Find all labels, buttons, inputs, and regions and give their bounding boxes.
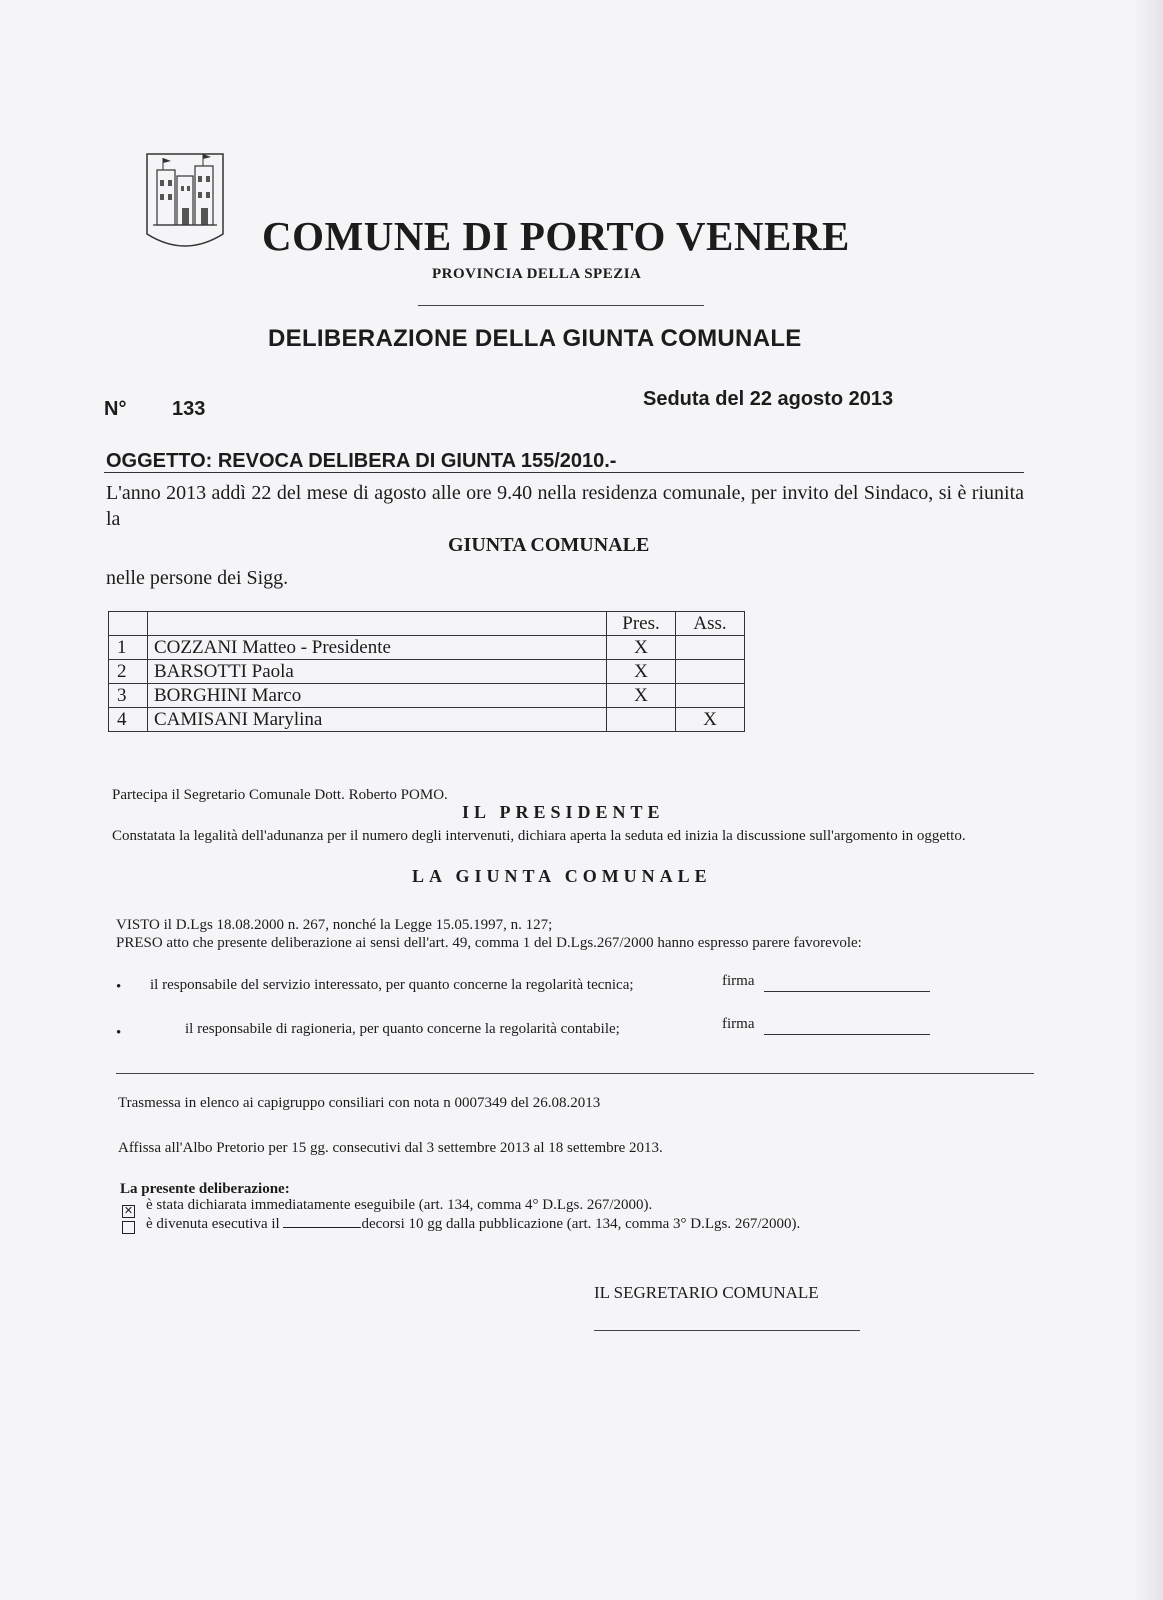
attendance-table (108, 611, 745, 732)
secretary-signature-label: IL SEGRETARIO COMUNALE (594, 1283, 819, 1302)
header-divider (418, 305, 704, 306)
section-divider (116, 1073, 1034, 1074)
secretary-participation: Partecipa il Segretario Comunale Dott. Roberto POMO. (112, 787, 448, 803)
table-row (109, 708, 745, 732)
header-ass: Ass. (676, 612, 745, 636)
signature-line (764, 991, 930, 992)
parere-contabile: il responsabile di ragioneria, per quanto concerne la regolarità contabile; (185, 1021, 620, 1037)
table-row (109, 636, 745, 660)
municipality-title: COMUNE DI PORTO VENERE (262, 213, 850, 259)
la-giunta-heading: LA GIUNTA COMUNALE (412, 866, 712, 886)
checkbox-checked-icon: ✕ (123, 1204, 134, 1217)
date-blank (283, 1227, 361, 1228)
giunta-heading: GIUNTA COMUNALE (448, 534, 650, 556)
option-text-after: decorsi 10 gg dalla pubblicazione (art. 134, comma 3° D.Lgs. 267/2000). (361, 1216, 801, 1232)
member-name: COZZANI Matteo - Presidente (148, 636, 607, 660)
bullet-icon: • (116, 979, 122, 995)
constatata-paragraph: Constatata la legalità dell'adunanza per il numero degli intervenuti, dichiara aperta la seduta ed inizia la discussione sull'argomento in oggetto. (112, 828, 966, 844)
header-pres: Pres. (607, 612, 676, 636)
deliberation-number: 133 (172, 398, 206, 420)
member-present: X (607, 660, 676, 684)
member-number: 4 (109, 708, 148, 732)
president-heading: IL PRESIDENTE (462, 802, 665, 822)
member-present: X (607, 636, 676, 660)
session-date: Seduta del 22 agosto 2013 (643, 388, 894, 410)
signature-line (764, 1034, 930, 1035)
affissa-line: Affissa all'Albo Pretorio per 15 gg. consecutivi dal 3 settembre 2013 al 18 settembre 2013. (118, 1140, 663, 1156)
parere-tecnico: il responsabile del servizio interessato, per quanto concerne la regolarità tecnica; (150, 977, 634, 993)
checkbox-empty-icon (122, 1221, 135, 1239)
bullet-icon: • (116, 1025, 122, 1041)
preso-line: PRESO atto che presente deliberazione ai sensi dell'art. 49, comma 1 del D.Lgs.267/2000 hanno espresso parere favorevole: (116, 935, 862, 951)
firma-label: firma (722, 1016, 755, 1032)
member-number: 3 (109, 684, 148, 708)
province-subtitle: PROVINCIA DELLA SPEZIA (432, 266, 642, 282)
member-absent (676, 660, 745, 684)
table-row (109, 660, 745, 684)
document-type-title: DELIBERAZIONE DELLA GIUNTA COMUNALE (268, 325, 802, 352)
member-number: 2 (109, 660, 148, 684)
member-absent: X (676, 708, 745, 732)
firma-label: firma (722, 973, 755, 989)
intro-paragraph: L'anno 2013 addì 22 del mese di agosto alle ore 9.40 nella residenza comunale, per invito del Sindaco, si è riunita la (106, 482, 1024, 530)
header-cell-empty (109, 612, 148, 636)
secretary-signature-line (594, 1330, 860, 1331)
member-present (607, 708, 676, 732)
option-became-executive (146, 1216, 800, 1233)
member-absent (676, 684, 745, 708)
number-label: N° (104, 398, 127, 420)
scan-edge (1133, 0, 1163, 1600)
member-present: X (607, 684, 676, 708)
subject-line: OGGETTO: REVOCA DELIBERA DI GIUNTA 155/2010.- (106, 450, 617, 472)
option-immediately-executable: è stata dichiarata immediatamente eseguibile (art. 134, comma 4° D.Lgs. 267/2000). (146, 1197, 653, 1213)
coat-of-arms-logo (143, 148, 227, 254)
member-absent (676, 636, 745, 660)
member-name: BARSOTTI Paola (148, 660, 607, 684)
table-header-row (109, 612, 745, 636)
la-presente-heading: La presente deliberazione: (120, 1181, 290, 1197)
header-cell-empty (148, 612, 607, 636)
member-name: BORGHINI Marco (148, 684, 607, 708)
trasmessa-line: Trasmessa in elenco ai capigruppo consiliari con nota n 0007349 del 26.08.2013 (118, 1095, 601, 1111)
table-row (109, 684, 745, 708)
visto-line: VISTO il D.Lgs 18.08.2000 n. 267, nonché la Legge 15.05.1997, n. 127; (116, 917, 553, 933)
persons-label: nelle persone dei Sigg. (106, 567, 289, 589)
member-number: 1 (109, 636, 148, 660)
member-name: CAMISANI Marylina (148, 708, 607, 732)
option-text-before: è divenuta esecutiva il (146, 1216, 280, 1232)
subject-underline (104, 472, 1024, 473)
